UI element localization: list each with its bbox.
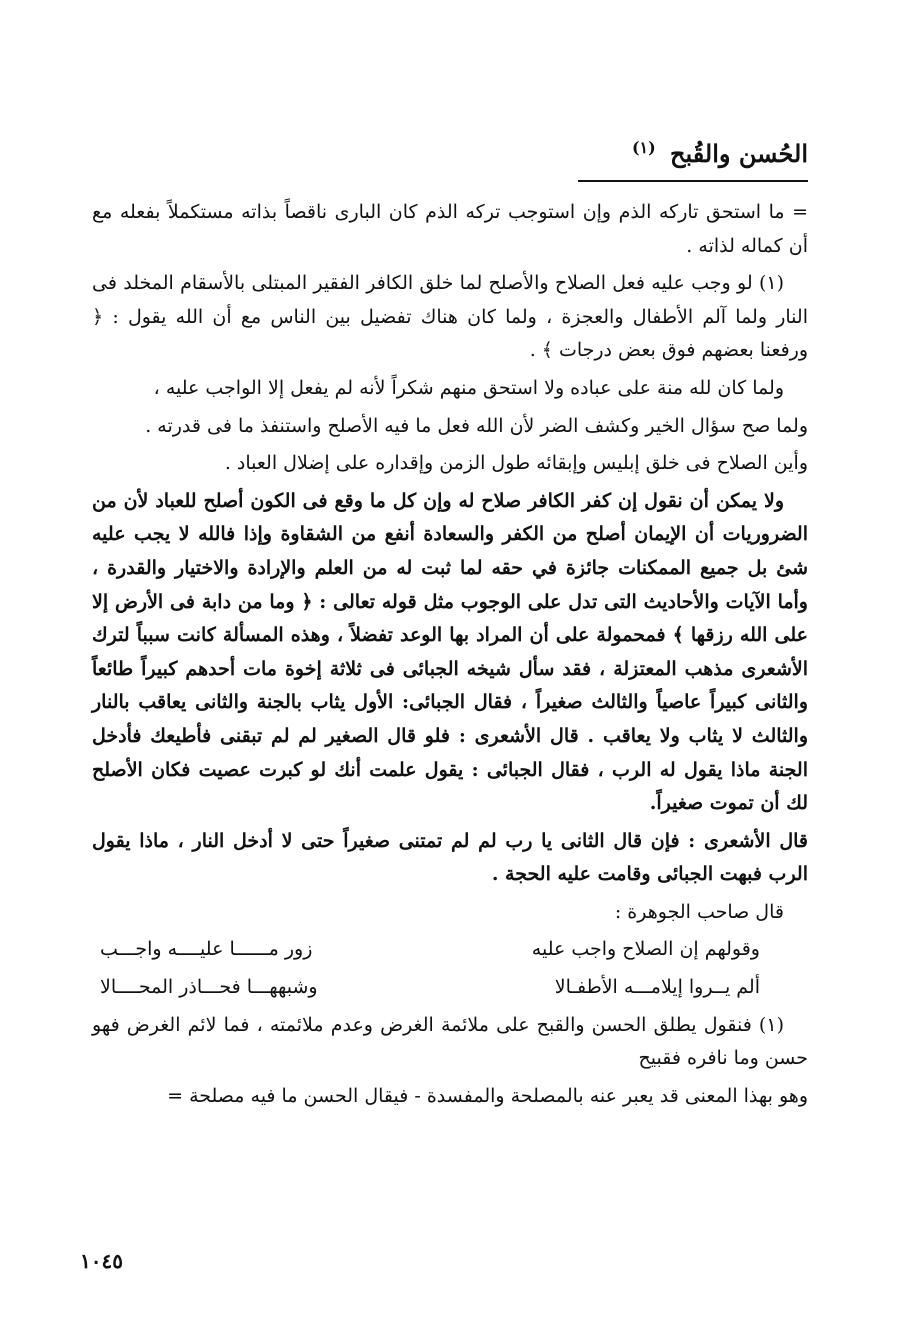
paragraph-last: وهو بهذا المعنى قد يعبر عنه بالمصلحة والمفسدة - فيقال الحسن ما فيه مصلحة = (167, 1084, 808, 1107)
page-body (92, 196, 808, 1117)
paragraph-footnote-1b: (١) فنقول يطلق الحسن والقبح على ملائمة الغرض وعدم ملائمته ، فما لائم الغرض فهو حسن وما نافره فقبيح (92, 1013, 808, 1070)
verse-1-first-hemistich: وقولهم إن الصلاح واجب عليه (531, 938, 760, 961)
footnote-divider (578, 180, 808, 182)
paragraph-footnote-1: (١) لو وجب عليه فعل الصلاح والأصلح لما خلق الكافر الفقير المبتلى بالأسقام المخلد فى النار ولما آلم الأطفال والعجزة ، ولما كان هناك تفضيل بين الناس مع أن الله يقول : ﴿ ورفعنا بعضهم فوق بعض درجات ﴾ . (92, 272, 808, 362)
header-note-ref: (١) (631, 138, 656, 157)
verse-2-second-hemistich: وشبههـــا فحـــاذر المحــــالا (100, 976, 318, 999)
verse-line-1 (92, 933, 808, 967)
verse-1-second-hemistich: زور مــــــا عليــــه واجـــب (100, 938, 313, 961)
paragraph: ولما كان لله منة على عباده ولا استحق منهم شكراً لأنه لم يفعل إلا الواجب عليه ، (153, 376, 784, 399)
paragraph-ashari: قال الأشعرى : فإن قال الثانى يا رب لم لم تمتنى صغيراً حتى لا أدخل النار ، ماذا يقول الرب فبهت الجبائى وقامت عليه الحجة . (92, 829, 808, 886)
verse-line-2 (92, 971, 808, 1005)
paragraph: وأين الصلاح فى خلق إبليس وإبقائه طول الزمن وإقداره على إضلال العباد . (224, 452, 808, 475)
page-header (632, 138, 808, 168)
page-number: ١٠٤٥ (80, 1249, 123, 1273)
paragraph-continuation: = ما استحق تاركه الذم وإن استوجب تركه الذم كان البارى ناقصاً بذاته مستكملاً بفعله مع أن كماله لذاته . (92, 201, 808, 257)
paragraph-main-argument: ولا يمكن أن نقول إن كفر الكافر صلاح له وإن كل ما وقع فى الكون أصلح للعباد لأن من الضروريات أن الإيمان أصلح من الكفر والسعادة أنفع من الشقاوة وإذا فالله لا يجب عليه شئ بل جميع الممكنات جائزة في حقه لما ثبت له من العلم والإرادة والاختيار والقدرة ، وأما الآيات والأحاديث التى تدل على الوجوب مثل قوله تعالى : ﴿ وما من دابة فى الأرض إلا على الله رزقها ﴾ فمحمولة على أن المراد بها الوعد تفضلاً ، وهذه المسألة كانت سبباً لترك الأشعرى مذهب المعتزلة ، فقد سأل شيخه الجبائى فى ثلاثة إخوة مات أحدهم كبيراً طائعاً والثانى كبيراً عاصياً والثالث صغيراً ، فقال الجبائى: الأول يثاب بالجنة والثانى يعاقب بالنار والثالث لا يثاب ولا يعاقب . قال الأشعرى : فلو قال الصغير لم لم تبقنى فأطيعك فأدخل الجنة ماذا يقول له الرب ، فقال الجبائى : يقول علمت أنك لو كبرت عصيت فكان الأصلح لك أن تموت صغيراً. (92, 489, 808, 815)
paragraph-jawhara-intro: قال صاحب الجوهرة : (614, 900, 784, 923)
header-title: الحُسن والقُبح (670, 139, 808, 168)
paragraph: ولما صح سؤال الخير وكشف الضر لأن الله فعل ما فيه الأصلح واستنفذ ما فى قدرته . (145, 414, 808, 437)
verse-2-first-hemistich: ألم يــروا إيلامـــه الأطفـالا (554, 976, 760, 999)
